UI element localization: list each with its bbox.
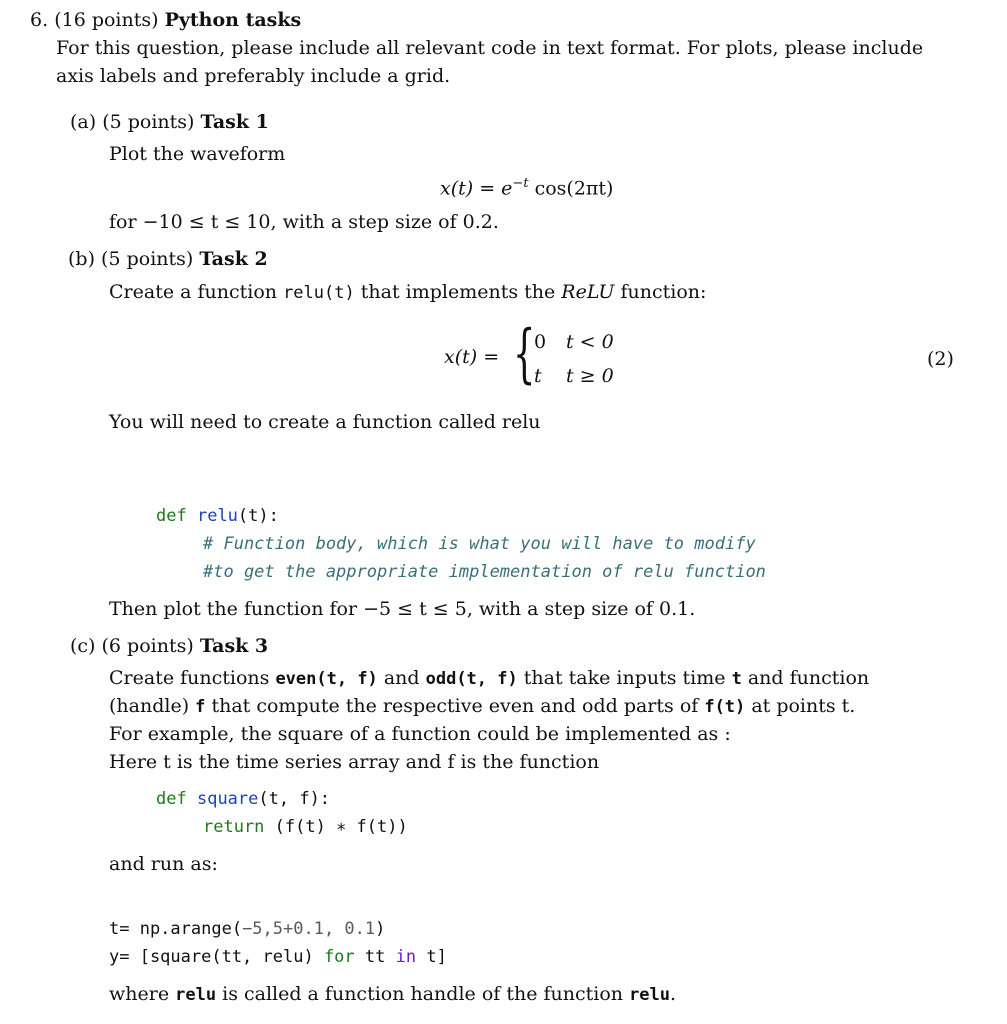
part-a-instruction: Plot the waveform [109,143,286,165]
part-a-eq-rhs: cos(2πt) [528,177,614,200]
usage-for-keyword: for [323,947,355,967]
part-b-header [68,245,268,273]
c-line1-b: and [377,667,426,689]
left-brace: { [513,317,536,391]
part-c-line-4: Here t is the time series array and f is the function [109,751,600,773]
where-code2: relu [629,985,671,1005]
case1-condition: t < 0 [566,331,614,353]
part-b-title: Task 2 [199,248,268,270]
c-line2-code1: f [195,697,206,717]
c-line2-a: (handle) [109,695,196,717]
usage-t-b: ) [375,919,386,939]
part-a-eq-exp: −t [512,176,529,191]
question-number: 6. [30,9,49,31]
part-a-header [70,108,269,136]
part-c-title: Task 3 [199,635,269,657]
code-function-name: relu [196,506,238,526]
square-code-line-2 [203,813,408,841]
part-c-line-2 [109,692,855,721]
intro-line-2: axis labels and preferably include a grid. [56,65,451,87]
part-a-eq-lhs: x(t) = e [440,177,513,200]
part-b-label: (b) [68,248,95,270]
usage-code-line-1 [109,915,385,943]
code-def-keyword: def [156,506,187,526]
c-line1-code2: odd(t, f) [425,669,518,689]
return-expression: (f(t) ∗ f(t)) [264,817,408,837]
relu-code-line-1 [156,502,279,530]
where-c: . [670,983,677,1005]
part-b-instr-post: function: [614,281,707,303]
part-b-instr-code: relu(t) [283,283,355,303]
part-b-need-text: You will need to create a function called relu [109,411,541,433]
c-line1-code3: t [731,669,742,689]
c-line1-code1: even(t, f) [275,669,378,689]
return-keyword: return [203,817,265,837]
intro-line-1: For this question, please include all relevant code in text format. For plots, please include [56,37,924,59]
usage-y-b: tt [354,947,396,967]
c-line1-d: and function [741,667,870,689]
part-b-then-text: Then plot the function for −5 ≤ t ≤ 5, with a step size of 0.1. [109,598,696,620]
part-c-label: (c) [70,635,96,657]
part-b-instr-mid: that implements the [354,281,562,303]
square-code-line-1 [156,785,330,813]
usage-y-a: y= [square(tt, relu) [109,947,324,967]
equation-number: (2) [927,348,954,370]
c-line1-c: that take inputs time [517,667,732,689]
question-title: Python tasks [164,9,302,31]
part-a-title: Task 1 [200,111,269,133]
where-code1: relu [175,985,217,1005]
part-a-label: (a) [70,111,97,133]
c-line2-code2: f(t) [704,697,746,717]
part-c-line-3: For example, the square of a function could be implemented as : [109,723,731,745]
where-b: is called a function handle of the function [216,983,630,1005]
run-as-text: and run as: [109,853,218,875]
question-header [30,6,301,34]
usage-in-keyword: in [395,947,417,967]
c-line1-a: Create functions [109,667,276,689]
part-a-range: for −10 ≤ t ≤ 10, with a step size of 0.2. [109,211,499,233]
part-b-instruction [109,278,706,307]
usage-t-a: t= np.arange( [109,919,243,939]
part-c-points: (6 points) [101,635,194,657]
relu-code-comment-1: # Function body, which is what you will have to modify [203,534,756,554]
part-a-points: (5 points) [102,111,195,133]
code-args: (t): [237,506,279,526]
part-b-instr-em: ReLU [561,281,615,303]
c-line2-c: at points t. [745,695,856,717]
relu-code-comment-2: #to get the appropriate implementation of relu function [203,562,766,582]
part-c-line-1 [109,664,869,693]
relu-eq-lhs: x(t) = [444,346,500,368]
usage-code-line-2 [109,943,447,971]
square-function-name: square [196,789,259,809]
square-args: (t, f): [258,789,331,809]
case2-value: t [534,365,542,387]
question-points: (16 points) [54,9,159,31]
part-c-header [70,632,268,660]
square-def-keyword: def [156,789,187,809]
where-text [109,980,676,1009]
c-line2-b: that compute the respective even and odd parts of [205,695,705,717]
where-a: where [109,983,176,1005]
part-b-points: (5 points) [101,248,194,270]
case1-value: 0 [534,331,547,353]
usage-y-c: t] [416,947,447,967]
part-a-equation [440,170,613,202]
usage-t-nums: −5,5+0.1, 0.1 [242,919,376,939]
case2-condition: t ≥ 0 [566,365,614,387]
part-b-instr-pre: Create a function [109,281,284,303]
